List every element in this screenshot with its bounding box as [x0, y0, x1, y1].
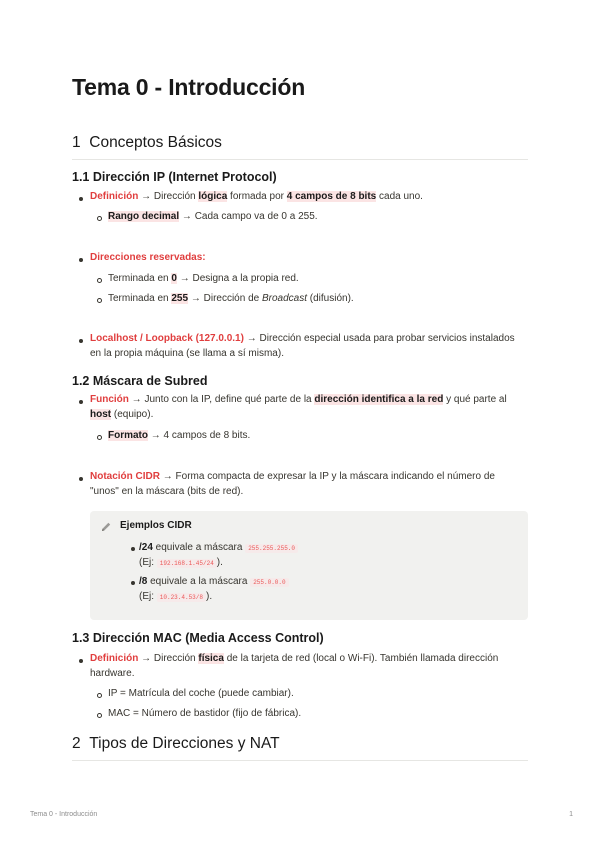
text-fragment: Terminada en — [108, 273, 172, 284]
text-fragment: → Forma compacta de expresar la IP y la máscara indicando el número de — [160, 471, 495, 482]
label-rango-decimal: Rango decimal — [108, 211, 180, 222]
text-fragment: equivale a la máscara — [147, 576, 251, 587]
bullet-icon — [79, 477, 83, 481]
section-number: 1 — [72, 134, 81, 151]
text-fragment: (Ej: — [139, 557, 157, 568]
text-fragment: formada por — [227, 191, 287, 202]
bullet-icon — [79, 400, 83, 404]
text-fragment: → Junto con la IP, define qué parte de la — [128, 394, 315, 405]
list-item-terminada-255 — [108, 292, 354, 306]
highlight-0: 0 — [171, 273, 177, 284]
list-item-ip-matricula: IP = Matrícula del coche (puede cambiar). — [108, 688, 294, 699]
code-mask-24: 255.255.255.0 — [245, 544, 298, 553]
list-item-cidr-cont: "unos" en la máscara (bits de red). — [90, 486, 244, 497]
list-item-formato — [108, 429, 250, 443]
label-definicion: Definición — [90, 653, 139, 664]
callout-item-8-example — [139, 590, 212, 605]
label-notacion-cidr: Notación CIDR — [90, 471, 160, 482]
list-item-localhost-cont: en la propia máquina (se llama a sí misma). — [90, 348, 284, 359]
bullet-icon — [131, 547, 135, 551]
text-slash-8: /8 — [139, 576, 148, 587]
text-fragment: (Ej: — [139, 591, 157, 602]
text-fragment: ). — [216, 557, 223, 568]
callout-ejemplos-cidr — [90, 511, 528, 620]
page-number: 1 — [569, 811, 573, 818]
callout-item-24-example — [139, 556, 223, 571]
list-item-terminada-0 — [108, 272, 299, 286]
bullet-hollow-icon — [97, 435, 102, 440]
callout-item-24 — [139, 541, 298, 556]
list-item-rango — [108, 210, 318, 224]
list-item-localhost — [90, 332, 515, 346]
list-item-funcion — [90, 393, 507, 407]
bullet-icon — [79, 339, 83, 343]
label-localhost: Localhost / Loopback (127.0.0.1) — [90, 333, 244, 344]
highlight-255: 255 — [171, 293, 189, 304]
text-fragment: → Designa a la propia red. — [176, 273, 299, 284]
subsection-heading-ip: 1.1 Dirección IP (Internet Protocol) — [72, 170, 277, 184]
subsection-heading-mac: 1.3 Dirección MAC (Media Access Control) — [72, 631, 324, 645]
bullet-icon — [79, 659, 83, 663]
bullet-icon — [79, 258, 83, 262]
text-fragment: Terminada en — [108, 293, 172, 304]
text-broadcast: Broadcast — [261, 293, 308, 304]
text-fragment: y qué parte al — [443, 394, 507, 405]
text-fragment: (equipo). — [111, 409, 154, 420]
bullet-hollow-icon — [97, 278, 102, 283]
code-mask-8: 255.0.0.0 — [250, 578, 288, 587]
bullet-hollow-icon — [97, 713, 102, 718]
text-fragment: → 4 campos de 8 bits. — [148, 430, 251, 441]
label-formato: Formato — [108, 430, 148, 441]
text-slash-24: /24 — [139, 542, 153, 553]
list-item-mac-definicion — [90, 652, 498, 666]
list-item-reservadas — [90, 251, 206, 265]
bullet-hollow-icon — [97, 693, 102, 698]
text-fragment: → Cada campo va de 0 a 255. — [179, 211, 318, 222]
callout-item-8 — [139, 575, 289, 590]
list-item-funcion-cont — [90, 408, 153, 422]
pencil-icon — [100, 521, 112, 533]
highlight-fisica: física — [198, 653, 224, 664]
label-funcion: Función — [90, 394, 129, 405]
label-direcciones-reservadas: Direcciones reservadas: — [90, 252, 206, 263]
list-item-mac-bastidor: MAC = Número de bastidor (fijo de fábrica). — [108, 708, 302, 719]
section-number: 2 — [72, 735, 81, 752]
section-title: Tipos de Direcciones y NAT — [89, 735, 280, 752]
bullet-icon — [79, 197, 83, 201]
callout-title: Ejemplos CIDR — [120, 520, 192, 531]
highlight-host: host — [90, 409, 112, 420]
list-item-mac-definicion-cont: hardware. — [90, 668, 135, 679]
section-divider — [72, 760, 528, 761]
section-title: Conceptos Básicos — [89, 134, 222, 151]
code-example-8: 10.23.4.53/8 — [157, 593, 206, 602]
code-example-24: 192.168.1.45/24 — [157, 559, 217, 568]
list-item-cidr — [90, 470, 495, 484]
text-fragment: de la tarjeta de red (local o Wi-Fi). También llamada dirección — [223, 653, 499, 664]
list-item-ip-definicion — [90, 190, 423, 204]
text-fragment: → Dirección — [138, 191, 199, 202]
highlight-logica: lógica — [198, 191, 228, 202]
label-definicion: Definición — [90, 191, 139, 202]
bullet-hollow-icon — [97, 298, 102, 303]
section-heading-tipos-direcciones — [72, 735, 528, 753]
text-fragment: (difusión). — [307, 293, 354, 304]
text-fragment: cada uno. — [376, 191, 423, 202]
text-fragment: → Dirección de — [188, 293, 262, 304]
highlight-direccion-red: dirección identifica a la red — [314, 394, 444, 405]
text-fragment: → Dirección — [138, 653, 199, 664]
bullet-hollow-icon — [97, 216, 102, 221]
bullet-icon — [131, 581, 135, 585]
section-heading-conceptos-basicos — [72, 134, 528, 152]
section-divider — [72, 159, 528, 160]
highlight-4-campos: 4 campos de 8 bits — [286, 191, 377, 202]
subsection-heading-mascara: 1.2 Máscara de Subred — [72, 374, 208, 388]
footer-title: Tema 0 - Introducción — [30, 811, 98, 818]
text-fragment: equivale a máscara — [152, 542, 246, 553]
page-title: Tema 0 - Introducción — [72, 74, 306, 100]
text-fragment: → Dirección especial usada para probar servicios instalados — [243, 333, 515, 344]
text-fragment: ). — [206, 591, 213, 602]
